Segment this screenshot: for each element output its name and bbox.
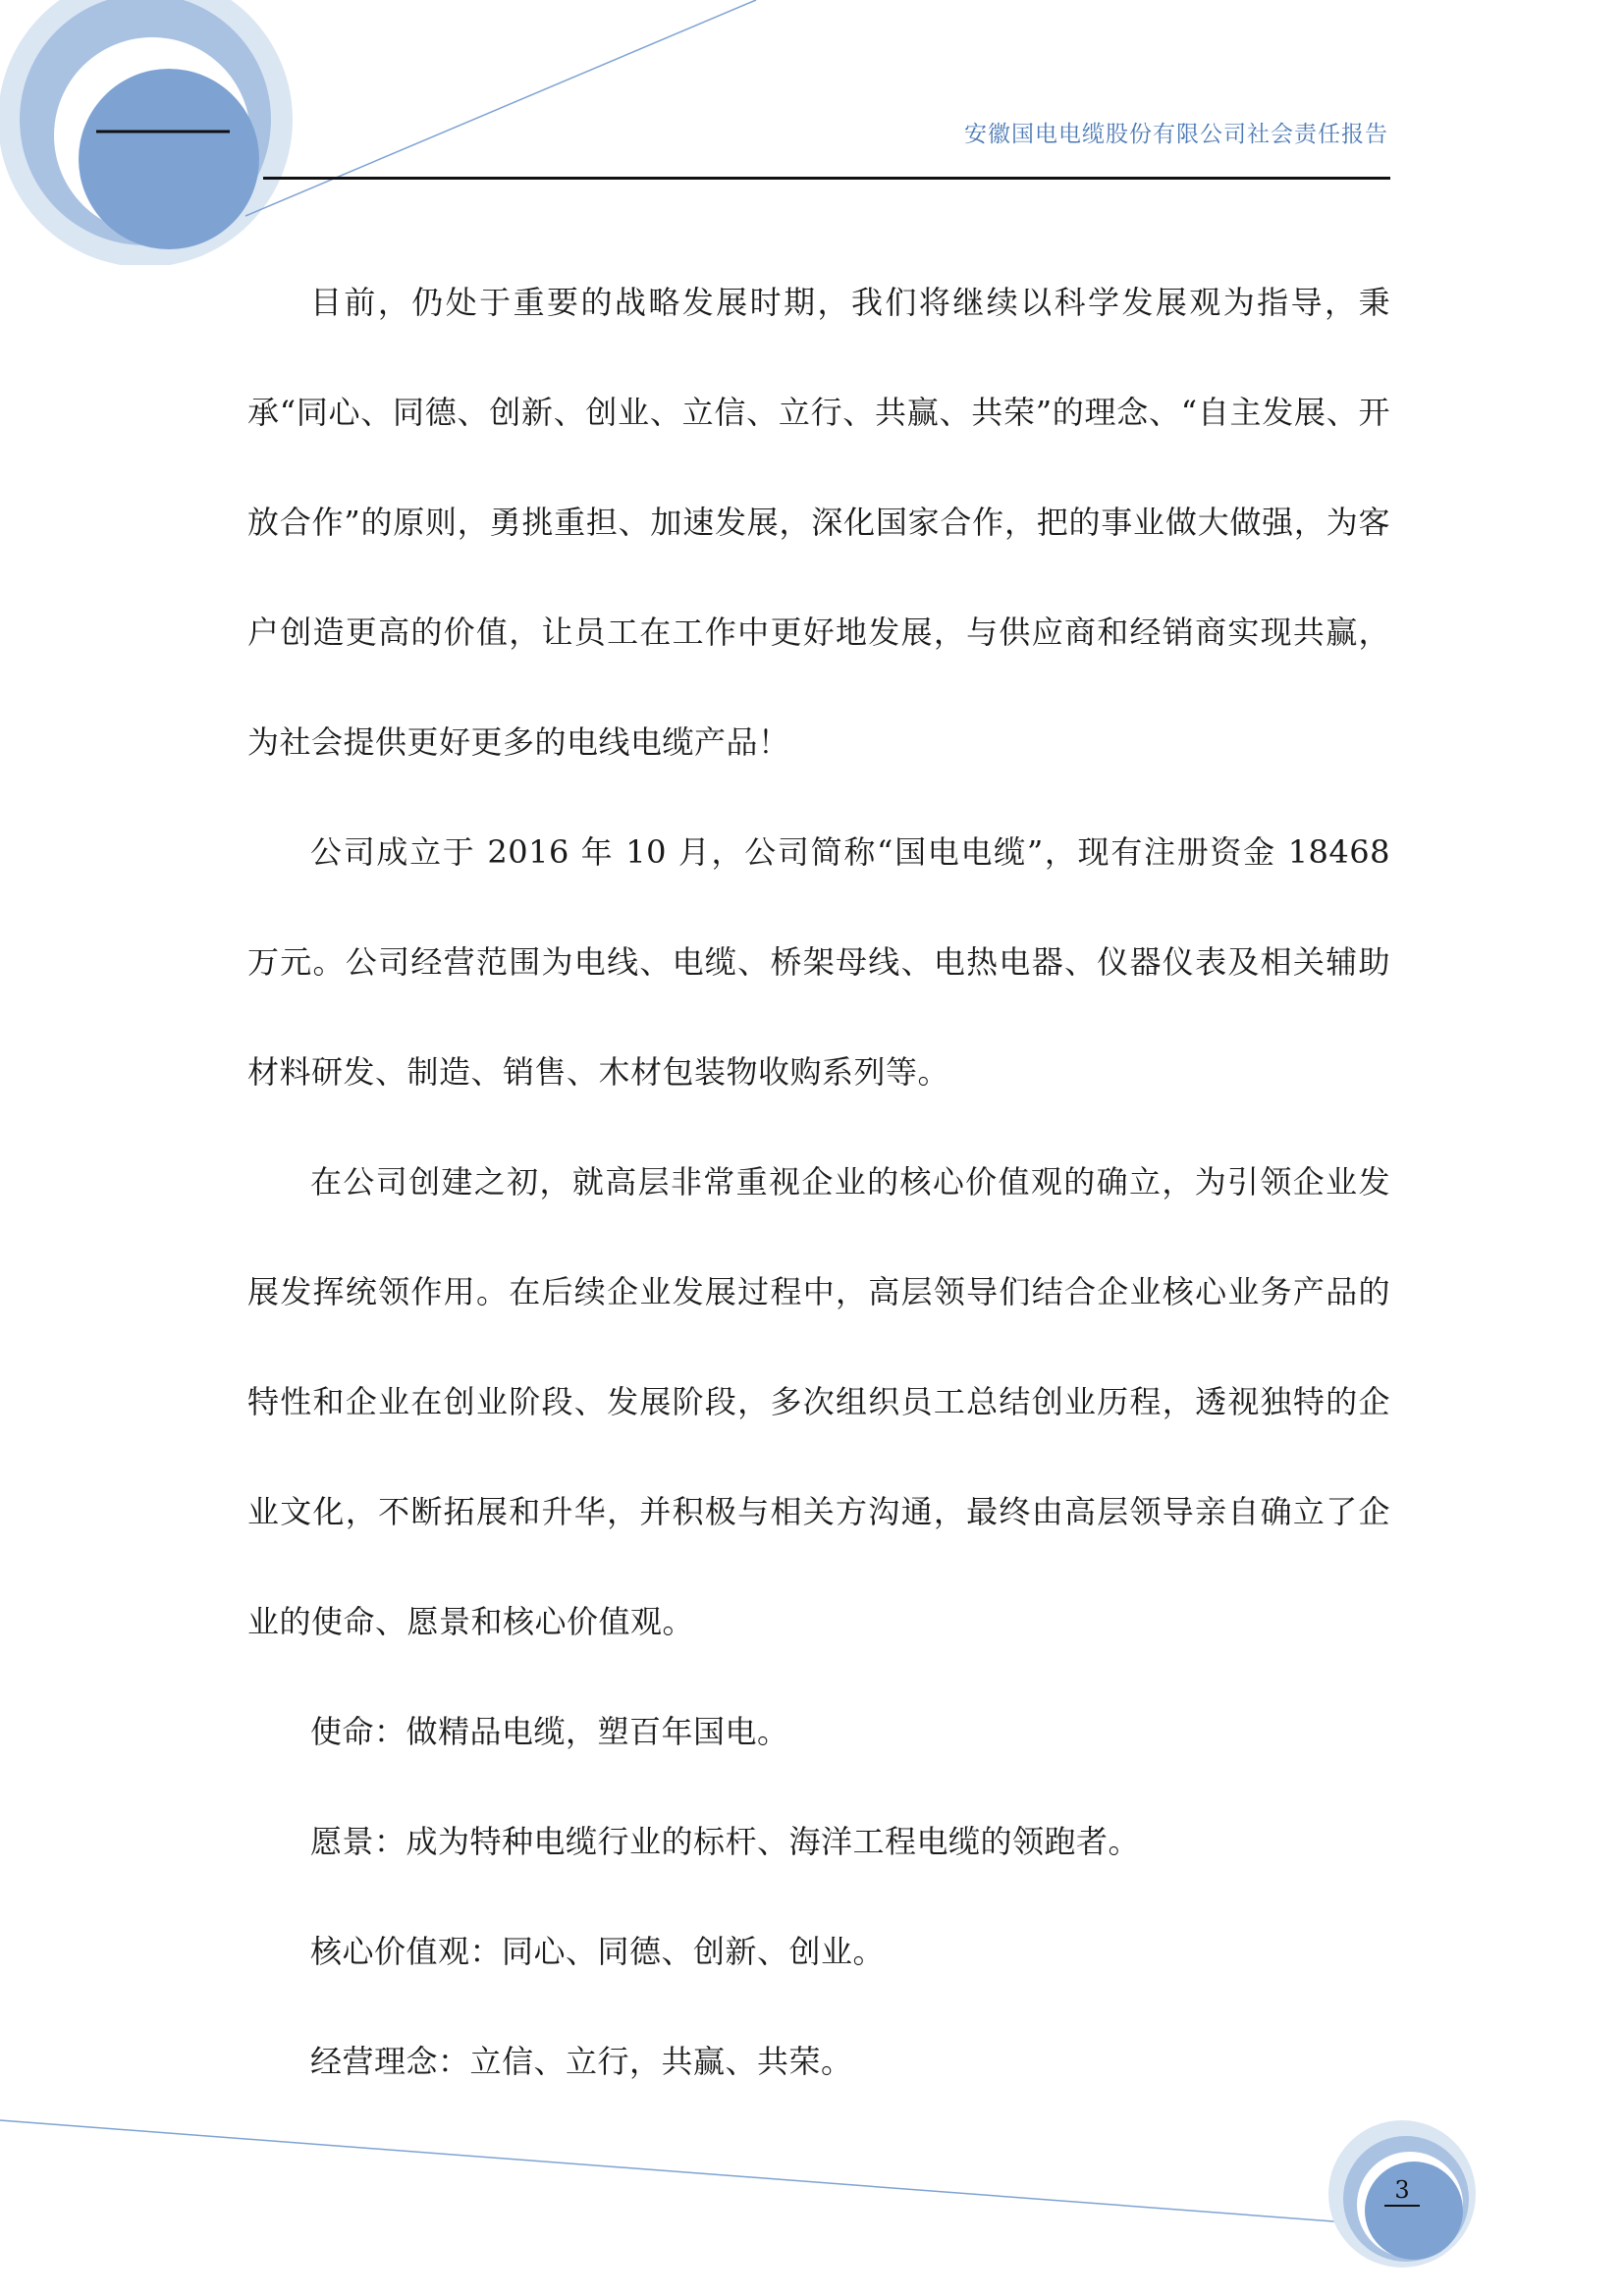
paragraph-core-values: 核心价值观：同心、同德、创新、创业。 xyxy=(310,1933,886,1970)
page-number: 3 xyxy=(1384,2175,1420,2207)
top-left-circle-decoration xyxy=(0,0,785,265)
footer-diagonal-line xyxy=(0,2120,1424,2228)
paragraph-core-values-origin: 在公司创建之初，就高层非常重视企业的核心价值观的确立，为引领企业发展发挥统领作用。在后续企业发展过程中，高层领导们结合企业核心业务产品的特性和企业在创业阶段、发展阶段，多次组织员工总结创业历程，透视独特的企业文化，不断拓展和升华，并积极与相关方沟通，最终由高层领导亲自确立了企业的使命、愿景和核心价值观。 xyxy=(247,1163,1390,1640)
paragraph-development: 目前，仍处于重要的战略发展时期，我们将继续以科学发展观为指导，秉承“同心、同德、创新、创业、立信、立行、共赢、共荣”的理念、“自主发展、开放合作”的原则，勇挑重担、加速发展，深化国家合作，把的事业做大做强，为客户创造更高的价值，让员工在工作中更好地发展，与供应商和经销商实现共赢，为社会提供更好更多的电线电缆产品！ xyxy=(247,284,1390,761)
bottom-right-decoration xyxy=(0,2061,1624,2296)
header-divider xyxy=(263,177,1390,180)
inner-blue-circle xyxy=(79,69,259,249)
paragraph-vision: 愿景：成为特种电缆行业的标杆、海洋工程电缆的领跑者。 xyxy=(310,1823,1141,1860)
diagonal-thin-line xyxy=(245,0,756,216)
paragraph-company-profile: 公司成立于 2016 年 10 月，公司简称“国电电缆”，现有注册资金 18468 万元。公司经营范围为电线、电缆、桥架母线、电热电器、仪器仪表及相关辅助材料研发、制造、销售、木材包装物收购系列等。 xyxy=(247,833,1390,1091)
paragraph-mission: 使命：做精品电缆，塑百年国电。 xyxy=(310,1713,789,1750)
paragraph-business-philosophy: 经营理念：立信、立行，共赢、共荣。 xyxy=(310,2043,853,2080)
report-header-title: 安徽国电电缆股份有限公司社会责任报告 xyxy=(964,122,1388,147)
body-text xyxy=(247,247,1390,2116)
